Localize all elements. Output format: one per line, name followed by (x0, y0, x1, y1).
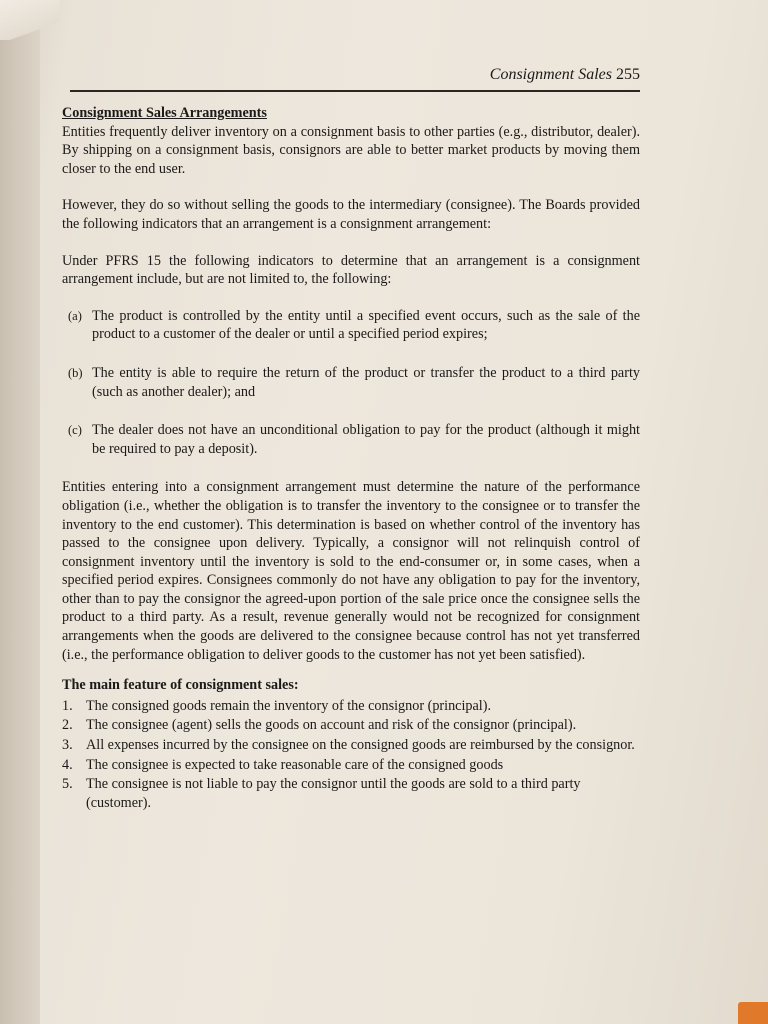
page-number: 255 (616, 66, 640, 83)
feature-text: The consignee is not liable to pay the consignor until the goods are sold to a third party (customer). (86, 776, 581, 811)
paragraph-pfrs15: Under PFRS 15 the following indicators to determine that an arrangement is a consignment arrangement include, but are not limited to, the following: (62, 252, 640, 288)
indicator-item (62, 421, 640, 458)
page-header (70, 66, 640, 92)
performance-obligation-paragraph: Entities entering into a consignment arrangement must determine the nature of the performance obligation (i.e., whether the obligation is to transfer the inventory to the consignee or to transfer the inventory to the end customer). This determination is based on whether control of the inventory has passed to the consignee upon delivery. Typically, a consignor will not relinquish control of consignment inventory until the inventory is sold to the end-consumer or, in some cases, when a specified period expires. Consignees commonly do not have any obligation to pay for the inventory, other than to pay the consignor the agreed-upon portion of the sale price once the consignee sells the product to a third party. As a result, revenue generally would not be recognized for consignment arrangements when the goods are delivered to the consignee because control has not yet transferred (i.e., the performance obligation to deliver goods to the customer has not yet been satisfied). (62, 479, 640, 663)
feature-item (62, 736, 640, 755)
indicator-text: The dealer does not have an unconditional obligation to pay for the product (although it might be required to pay a deposit). (92, 422, 640, 457)
feature-number: 5. (62, 776, 73, 793)
section-title: Consignment Sales Arrangements (62, 105, 267, 121)
feature-text: The consigned goods remain the inventory of the consignor (principal). (86, 697, 492, 714)
feature-text: All expenses incurred by the consignee on the consigned goods are reimbursed by the consignor. (86, 737, 635, 754)
indicator-list (62, 307, 640, 459)
features-list (62, 697, 640, 813)
feature-text: The consignee is expected to take reasonable care of the consigned goods (86, 756, 504, 773)
indicator-marker: (a) (68, 308, 82, 323)
paragraph-however: However, they do so without selling the goods to the intermediary (consignee). The Boards provided the following indicators that an arrangement is a consignment arrangement: (62, 197, 640, 232)
page-tab-marker (738, 1002, 768, 1024)
feature-number: 2. (62, 717, 73, 734)
feature-item (62, 775, 640, 812)
page-corner (0, 0, 60, 40)
indicator-item (62, 307, 640, 344)
indicator-marker: (b) (68, 365, 83, 380)
feature-number: 3. (62, 737, 73, 754)
features-heading: The main feature of consignment sales: (62, 677, 299, 694)
page-fold-shadow (0, 0, 40, 1024)
feature-text: The consignee (agent) sells the goods on account and risk of the consignor (principal). (86, 717, 577, 734)
feature-item (62, 756, 640, 775)
feature-item (62, 716, 640, 735)
running-title: Consignment Sales (489, 66, 612, 83)
intro-paragraph: Entities frequently deliver inventory on a consignment basis to other parties (e.g., distributor, dealer). By shipping on a consignment basis, consignors are able to better market products by moving them closer to the end user. (62, 123, 640, 177)
indicator-text: The product is controlled by the entity until a specified event occurs, such as the sale of the product to a customer of the dealer or until a specified period expires; (92, 307, 640, 343)
feature-number: 4. (62, 756, 73, 773)
feature-item (62, 697, 640, 716)
page-body (62, 104, 640, 813)
indicator-marker: (c) (68, 423, 82, 438)
indicator-item (62, 364, 640, 401)
indicator-text: The entity is able to require the return of the product or transfer the product to a third party (such as another dealer); and (92, 364, 640, 400)
feature-number: 1. (62, 697, 73, 714)
